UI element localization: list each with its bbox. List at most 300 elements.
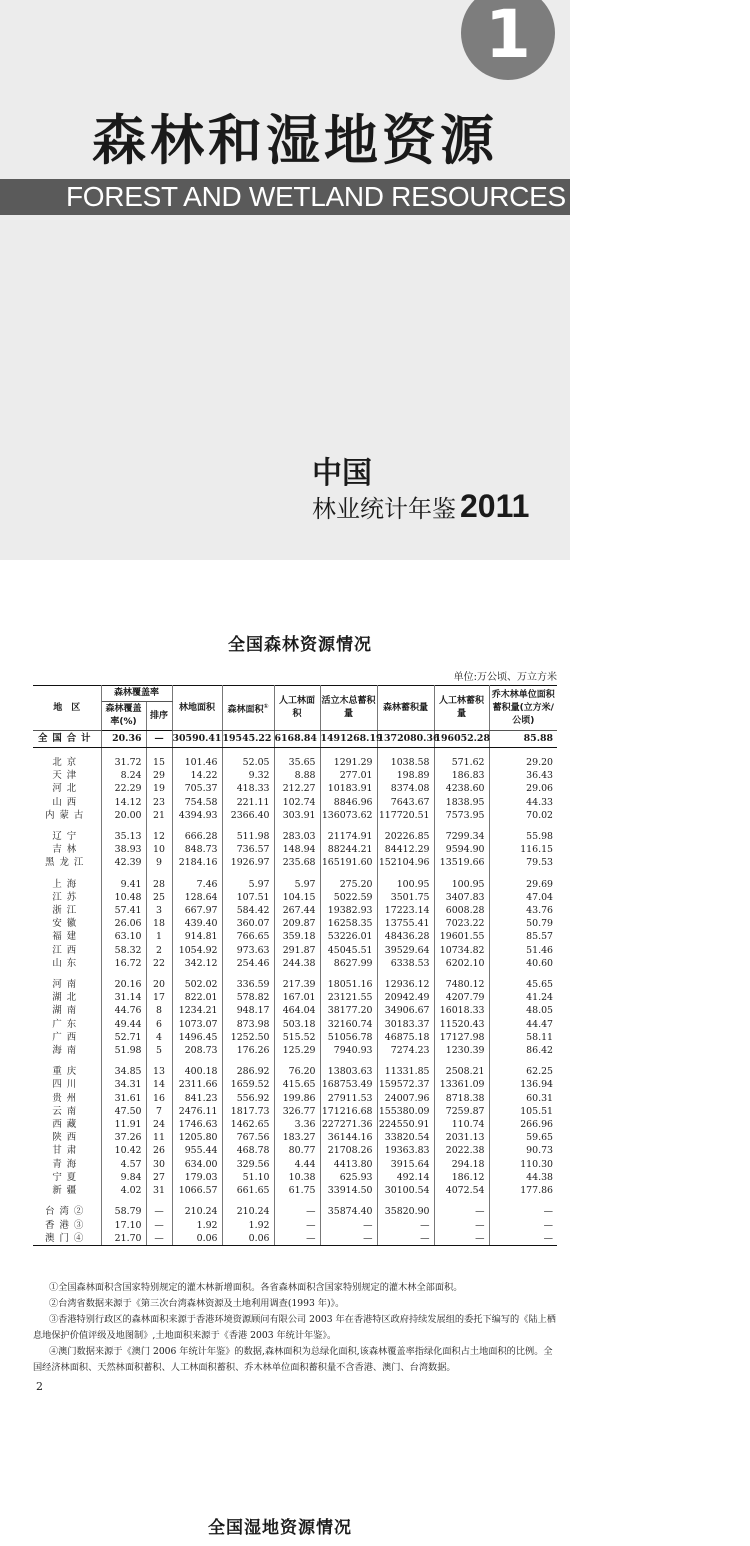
value-cell: 46875.18 bbox=[377, 1031, 434, 1044]
value-cell: 705.37 bbox=[172, 782, 222, 795]
value-cell: 36144.16 bbox=[320, 1131, 377, 1144]
value-cell: 19545.22 bbox=[222, 731, 274, 748]
value-cell: 45.65 bbox=[526, 979, 554, 991]
table-row bbox=[33, 917, 557, 930]
value-cell: 40.60 bbox=[526, 957, 554, 969]
value-cell: 4238.60 bbox=[434, 782, 489, 795]
value-cell: 8374.08 bbox=[377, 782, 434, 795]
value-cell: 5 bbox=[146, 1044, 172, 1057]
value-cell: 3501.75 bbox=[377, 891, 434, 904]
value-cell: 2508.21 bbox=[434, 1065, 489, 1078]
region-cell: 澳门④ bbox=[33, 1232, 101, 1246]
yearbook-name bbox=[312, 488, 529, 525]
region-cell: 宁夏 bbox=[33, 1171, 101, 1184]
value-cell: 1038.58 bbox=[377, 756, 434, 769]
value-cell: 34906.67 bbox=[377, 1004, 434, 1017]
region-cell: 香港③ bbox=[33, 1219, 101, 1232]
value-cell: 7573.95 bbox=[434, 809, 489, 822]
value-cell: 973.63 bbox=[222, 944, 274, 957]
value-cell: 31 bbox=[146, 1184, 172, 1197]
value-cell: 101.46 bbox=[172, 756, 222, 769]
value-cell: 822.01 bbox=[172, 991, 222, 1004]
value-cell: 571.62 bbox=[434, 756, 489, 769]
value-cell: 9 bbox=[146, 856, 172, 869]
value-cell: 136073.62 bbox=[320, 809, 377, 822]
value-cell: 1291.29 bbox=[320, 756, 377, 769]
value-cell: 1462.65 bbox=[222, 1118, 274, 1131]
value-cell: 44.33 bbox=[526, 796, 554, 808]
value-cell: 212.27 bbox=[274, 782, 320, 795]
value-cell: 57.41 bbox=[101, 904, 146, 917]
region-cell: 云南 bbox=[33, 1105, 101, 1118]
value-cell: 227271.36 bbox=[320, 1118, 377, 1131]
value-cell: — bbox=[489, 1232, 557, 1246]
value-cell: 19382.93 bbox=[320, 904, 377, 917]
value-cell: 24007.96 bbox=[377, 1092, 434, 1105]
value-cell: 116.15 bbox=[520, 844, 554, 856]
table-row bbox=[33, 1158, 557, 1171]
value-cell: 13519.66 bbox=[434, 856, 489, 869]
value-cell: 914.81 bbox=[172, 930, 222, 943]
value-cell: 16018.33 bbox=[434, 1004, 489, 1017]
value-cell: 848.73 bbox=[172, 843, 222, 856]
value-cell: 26 bbox=[146, 1144, 172, 1157]
value-cell: 209.87 bbox=[274, 917, 320, 930]
value-cell: 634.00 bbox=[172, 1158, 222, 1171]
region-cell: 吉林 bbox=[33, 843, 101, 856]
value-cell: 6008.28 bbox=[434, 904, 489, 917]
table-row bbox=[33, 1171, 557, 1184]
table-row bbox=[33, 957, 557, 970]
value-cell: 20.16 bbox=[101, 978, 146, 991]
region-cell: 天津 bbox=[33, 769, 101, 782]
value-cell: 11520.43 bbox=[434, 1018, 489, 1031]
region-cell: 江西 bbox=[33, 944, 101, 957]
value-cell: 27911.53 bbox=[320, 1092, 377, 1105]
value-cell: 33914.50 bbox=[320, 1184, 377, 1197]
value-cell: 3407.83 bbox=[434, 891, 489, 904]
region-cell: 湖南 bbox=[33, 1004, 101, 1017]
value-cell: 47.04 bbox=[526, 891, 554, 903]
value-cell: 1073.07 bbox=[172, 1018, 222, 1031]
value-cell: 8627.99 bbox=[320, 957, 377, 970]
value-cell: 61.75 bbox=[274, 1184, 320, 1197]
value-cell: 84412.29 bbox=[377, 843, 434, 856]
value-cell: 16 bbox=[146, 1092, 172, 1105]
value-cell: 8.24 bbox=[101, 769, 146, 782]
value-cell: 31.72 bbox=[101, 756, 146, 769]
value-cell: 2031.13 bbox=[434, 1131, 489, 1144]
value-cell: 17127.98 bbox=[434, 1031, 489, 1044]
value-cell: 179.03 bbox=[172, 1171, 222, 1184]
footnote: ③香港特别行政区的森林面积来源于香港环境资源顾问有限公司 2003 年在香港特区政府持续发展组的委托下编写的《陆上栖息地保护价值评级及地图制》,土地面积来源于《香港 2003 年统计年鉴》。 bbox=[33, 1314, 556, 1341]
value-cell: 9.41 bbox=[101, 878, 146, 891]
table-row bbox=[33, 878, 557, 891]
value-cell: 4207.79 bbox=[434, 991, 489, 1004]
yearbook-country: 中国 bbox=[312, 456, 372, 491]
value-cell: 21 bbox=[146, 809, 172, 822]
value-cell: 3 bbox=[146, 904, 172, 917]
value-cell: 955.44 bbox=[172, 1144, 222, 1157]
value-cell: 18051.16 bbox=[320, 978, 377, 991]
value-cell: 1659.52 bbox=[222, 1078, 274, 1091]
value-cell: 360.07 bbox=[222, 917, 274, 930]
value-cell: 100.95 bbox=[377, 878, 434, 891]
value-cell: 439.40 bbox=[172, 917, 222, 930]
next-table-title: 全国湿地资源情况 bbox=[208, 1518, 352, 1538]
value-cell: 79.53 bbox=[526, 857, 554, 869]
value-cell: 464.04 bbox=[274, 1004, 320, 1017]
value-cell: 39529.64 bbox=[377, 944, 434, 957]
table-row bbox=[33, 1144, 557, 1157]
value-cell: 30 bbox=[146, 1158, 172, 1171]
value-cell: 667.97 bbox=[172, 904, 222, 917]
value-cell: 1205.80 bbox=[172, 1131, 222, 1144]
header-plantation: 人工林面积 bbox=[274, 686, 320, 731]
value-cell: 10.42 bbox=[101, 1144, 146, 1157]
region-cell: 山西 bbox=[33, 796, 101, 809]
value-cell: 107.51 bbox=[222, 891, 274, 904]
value-cell: 32160.74 bbox=[320, 1018, 377, 1031]
value-cell: 165191.60 bbox=[320, 856, 377, 869]
region-cell: 内蒙古 bbox=[33, 809, 101, 822]
value-cell: 59.65 bbox=[526, 1132, 554, 1144]
value-cell: 110.74 bbox=[434, 1118, 489, 1131]
value-cell: 224550.91 bbox=[377, 1118, 434, 1131]
value-cell: 11 bbox=[146, 1131, 172, 1144]
value-cell: 51056.78 bbox=[320, 1031, 377, 1044]
value-cell: 359.18 bbox=[274, 930, 320, 943]
table-row bbox=[33, 1078, 557, 1091]
value-cell: 515.52 bbox=[274, 1031, 320, 1044]
value-cell: 50.79 bbox=[526, 918, 554, 930]
region-cell: 全国合计 bbox=[33, 731, 101, 748]
value-cell: 31.61 bbox=[101, 1092, 146, 1105]
table-row bbox=[33, 1065, 557, 1078]
table-row-total bbox=[33, 731, 557, 748]
value-cell: 19 bbox=[146, 782, 172, 795]
value-cell: — bbox=[274, 1232, 320, 1246]
value-cell: 12 bbox=[146, 830, 172, 843]
value-cell: 30183.37 bbox=[377, 1018, 434, 1031]
value-cell: 102.74 bbox=[274, 796, 320, 809]
value-cell: 754.58 bbox=[172, 796, 222, 809]
value-cell: 503.18 bbox=[274, 1018, 320, 1031]
value-cell: 7299.34 bbox=[434, 830, 489, 843]
table-row bbox=[33, 796, 557, 809]
value-cell: 29 bbox=[146, 769, 172, 782]
value-cell: — bbox=[377, 1219, 434, 1232]
region-cell: 江苏 bbox=[33, 891, 101, 904]
header-region: 地 区 bbox=[33, 686, 101, 731]
value-cell: 26.06 bbox=[101, 917, 146, 930]
region-cell: 海南 bbox=[33, 1044, 101, 1057]
value-cell: 286.92 bbox=[222, 1065, 274, 1078]
value-cell: 136.94 bbox=[520, 1079, 554, 1091]
table-row bbox=[33, 1105, 557, 1118]
value-cell: 254.46 bbox=[222, 957, 274, 970]
value-cell: 7274.23 bbox=[377, 1044, 434, 1057]
value-cell: 58.79 bbox=[101, 1205, 146, 1218]
value-cell: 49.44 bbox=[101, 1018, 146, 1031]
value-cell: 584.42 bbox=[222, 904, 274, 917]
table-row bbox=[33, 1232, 557, 1246]
value-cell: — bbox=[434, 1219, 489, 1232]
value-cell: 336.59 bbox=[222, 978, 274, 991]
value-cell: 128.64 bbox=[172, 891, 222, 904]
value-cell: 1838.95 bbox=[434, 796, 489, 809]
value-cell: 13361.09 bbox=[434, 1078, 489, 1091]
group-spacer bbox=[33, 822, 557, 830]
value-cell: 30590.41 bbox=[172, 731, 222, 748]
value-cell: 3915.64 bbox=[377, 1158, 434, 1171]
value-cell: 1252.50 bbox=[222, 1031, 274, 1044]
value-cell: 511.98 bbox=[222, 830, 274, 843]
value-cell: 303.91 bbox=[274, 809, 320, 822]
footnotes bbox=[33, 1280, 557, 1376]
chapter-number-badge: 1 bbox=[461, 0, 555, 80]
value-cell: 2184.16 bbox=[172, 856, 222, 869]
value-cell: 45045.51 bbox=[320, 944, 377, 957]
value-cell: 23121.55 bbox=[320, 991, 377, 1004]
region-cell: 河南 bbox=[33, 978, 101, 991]
value-cell: — bbox=[146, 731, 172, 748]
region-cell: 山东 bbox=[33, 957, 101, 970]
table-row bbox=[33, 1205, 557, 1218]
value-cell: — bbox=[274, 1219, 320, 1232]
table-body bbox=[33, 731, 557, 1246]
region-cell: 浙江 bbox=[33, 904, 101, 917]
value-cell: 70.02 bbox=[526, 809, 554, 821]
group-spacer bbox=[33, 1057, 557, 1065]
value-cell: 30100.54 bbox=[377, 1184, 434, 1197]
value-cell: 16.72 bbox=[101, 957, 146, 970]
value-cell: 502.02 bbox=[172, 978, 222, 991]
value-cell: 22 bbox=[146, 957, 172, 970]
footnote: ①全国森林面积含国家特别规定的灌木林新增面积。各省森林面积含国家特别规定的灌木林全部面积。 bbox=[49, 1282, 463, 1293]
value-cell: 235.68 bbox=[274, 856, 320, 869]
value-cell: 7259.87 bbox=[434, 1105, 489, 1118]
value-cell: 10734.82 bbox=[434, 944, 489, 957]
value-cell: 28 bbox=[146, 878, 172, 891]
value-cell: 267.44 bbox=[274, 904, 320, 917]
value-cell: 8846.96 bbox=[320, 796, 377, 809]
value-cell: 90.73 bbox=[526, 1145, 554, 1157]
table-row bbox=[33, 769, 557, 782]
value-cell: 7480.12 bbox=[434, 978, 489, 991]
table-row bbox=[33, 856, 557, 869]
value-cell: 23 bbox=[146, 796, 172, 809]
value-cell: 199.86 bbox=[274, 1092, 320, 1105]
value-cell: 4.02 bbox=[101, 1184, 146, 1197]
value-cell: 283.03 bbox=[274, 830, 320, 843]
header-forest-land: 林地面积 bbox=[172, 686, 222, 731]
table-row bbox=[33, 830, 557, 843]
value-cell: 342.12 bbox=[172, 957, 222, 970]
value-cell: 35874.40 bbox=[320, 1205, 377, 1218]
value-cell: 35820.90 bbox=[377, 1205, 434, 1218]
value-cell: 4.44 bbox=[274, 1158, 320, 1171]
value-cell: 186.12 bbox=[434, 1171, 489, 1184]
value-cell: 4072.54 bbox=[434, 1184, 489, 1197]
value-cell: 7 bbox=[146, 1105, 172, 1118]
value-cell: 35.65 bbox=[274, 756, 320, 769]
table-row bbox=[33, 891, 557, 904]
table-row bbox=[33, 756, 557, 769]
value-cell: 20942.49 bbox=[377, 991, 434, 1004]
table-row bbox=[33, 782, 557, 795]
value-cell: 9.32 bbox=[222, 769, 274, 782]
header-rank: 排序 bbox=[146, 702, 172, 731]
value-cell: 1746.63 bbox=[172, 1118, 222, 1131]
value-cell: 4.57 bbox=[101, 1158, 146, 1171]
value-cell: — bbox=[146, 1205, 172, 1218]
value-cell: 277.01 bbox=[320, 769, 377, 782]
value-cell: 18 bbox=[146, 917, 172, 930]
value-cell: 5022.59 bbox=[320, 891, 377, 904]
value-cell: 148.94 bbox=[274, 843, 320, 856]
value-cell: 221.11 bbox=[222, 796, 274, 809]
value-cell: 1230.39 bbox=[434, 1044, 489, 1057]
footnote: ④澳门数据来源于《澳门 2006 年统计年鉴》的数据,森林面积为总绿化面积,该森林覆盖率指绿化面积占土地面积的比例。全国经济林面积、天然林面积蓄积、人工林面积蓄积、乔木林单位面积蓄积量不含香港、澳门、台湾数据。 bbox=[33, 1346, 553, 1373]
value-cell: 100.95 bbox=[434, 878, 489, 891]
value-cell: 88244.21 bbox=[320, 843, 377, 856]
value-cell: 4 bbox=[146, 1031, 172, 1044]
value-cell: 19363.83 bbox=[377, 1144, 434, 1157]
forest-resources-table bbox=[33, 685, 557, 1246]
value-cell: 44.38 bbox=[526, 1171, 554, 1183]
region-cell: 广西 bbox=[33, 1031, 101, 1044]
value-cell: 210.24 bbox=[222, 1205, 274, 1218]
value-cell: 4394.93 bbox=[172, 809, 222, 822]
value-cell: 60.31 bbox=[526, 1092, 554, 1104]
value-cell: — bbox=[543, 1219, 554, 1231]
value-cell: 666.28 bbox=[172, 830, 222, 843]
value-cell: 17223.14 bbox=[377, 904, 434, 917]
table-title: 全国森林资源情况 bbox=[228, 635, 372, 655]
region-cell: 西藏 bbox=[33, 1118, 101, 1131]
value-cell: 21174.91 bbox=[320, 830, 377, 843]
value-cell: 110.30 bbox=[520, 1158, 554, 1170]
value-cell: — bbox=[434, 1205, 489, 1218]
value-cell: 35.13 bbox=[101, 830, 146, 843]
region-cell: 四川 bbox=[33, 1078, 101, 1091]
chapter-cover bbox=[0, 0, 570, 560]
value-cell: 2 bbox=[146, 944, 172, 957]
value-cell: 3.36 bbox=[274, 1118, 320, 1131]
value-cell: 20226.85 bbox=[377, 830, 434, 843]
value-cell: 5.97 bbox=[274, 878, 320, 891]
value-cell: 8 bbox=[146, 1004, 172, 1017]
value-cell: 33820.54 bbox=[377, 1131, 434, 1144]
value-cell: 1 bbox=[146, 930, 172, 943]
value-cell: 105.51 bbox=[520, 1105, 554, 1117]
value-cell: 11.91 bbox=[101, 1118, 146, 1131]
value-cell: — bbox=[434, 1232, 489, 1246]
region-cell: 福建 bbox=[33, 930, 101, 943]
value-cell: 329.56 bbox=[222, 1158, 274, 1171]
table-row bbox=[33, 1031, 557, 1044]
value-cell: 167.01 bbox=[274, 991, 320, 1004]
value-cell: 841.23 bbox=[172, 1092, 222, 1105]
value-cell: 766.65 bbox=[222, 930, 274, 943]
value-cell: 208.73 bbox=[172, 1044, 222, 1057]
value-cell: 31.14 bbox=[101, 991, 146, 1004]
value-cell: 19601.55 bbox=[434, 930, 489, 943]
region-cell: 甘肃 bbox=[33, 1144, 101, 1157]
value-cell: 176.26 bbox=[222, 1044, 274, 1057]
value-cell: — bbox=[377, 1232, 434, 1246]
yearbook-year: 2011 bbox=[460, 488, 530, 524]
value-cell: 20 bbox=[146, 978, 172, 991]
value-cell: 291.87 bbox=[274, 944, 320, 957]
value-cell: 21708.26 bbox=[320, 1144, 377, 1157]
value-cell: 51.46 bbox=[526, 944, 554, 956]
region-cell: 重庆 bbox=[33, 1065, 101, 1078]
value-cell: 2366.40 bbox=[222, 809, 274, 822]
table-unit: 单位:万公顷、万立方米 bbox=[453, 672, 557, 683]
region-cell: 安徽 bbox=[33, 917, 101, 930]
value-cell: 9.84 bbox=[101, 1171, 146, 1184]
value-cell: 7940.93 bbox=[320, 1044, 377, 1057]
value-cell: 13803.63 bbox=[320, 1065, 377, 1078]
value-cell: 34.85 bbox=[101, 1065, 146, 1078]
value-cell: — bbox=[543, 1206, 554, 1218]
value-cell: 326.77 bbox=[274, 1105, 320, 1118]
table-row bbox=[33, 991, 557, 1004]
value-cell: 21.70 bbox=[101, 1232, 146, 1246]
value-cell: 415.65 bbox=[274, 1078, 320, 1091]
header-forest-area bbox=[222, 686, 274, 731]
value-cell: 38.93 bbox=[101, 843, 146, 856]
value-cell: 11331.85 bbox=[377, 1065, 434, 1078]
value-cell: 55.98 bbox=[526, 831, 554, 843]
value-cell: 578.82 bbox=[222, 991, 274, 1004]
table-row bbox=[33, 1118, 557, 1131]
value-cell: 7643.67 bbox=[377, 796, 434, 809]
header-unit-stock: 乔木林单位面积蓄积量(立方米/公顷) bbox=[489, 686, 557, 731]
group-spacer bbox=[33, 870, 557, 878]
value-cell: 44.47 bbox=[526, 1018, 554, 1030]
value-cell: 155380.09 bbox=[377, 1105, 434, 1118]
value-cell: 400.18 bbox=[172, 1065, 222, 1078]
value-cell: 48.05 bbox=[526, 1005, 554, 1017]
value-cell: 125.29 bbox=[274, 1044, 320, 1057]
value-cell: 873.98 bbox=[222, 1018, 274, 1031]
value-cell: 47.50 bbox=[101, 1105, 146, 1118]
value-cell: 7.46 bbox=[172, 878, 222, 891]
value-cell: 80.77 bbox=[274, 1144, 320, 1157]
value-cell: 38177.20 bbox=[320, 1004, 377, 1017]
value-cell: 52.71 bbox=[101, 1031, 146, 1044]
value-cell: 29.69 bbox=[526, 878, 554, 890]
value-cell: 29.20 bbox=[526, 757, 554, 768]
value-cell: 20.00 bbox=[101, 809, 146, 822]
value-cell: 36.43 bbox=[526, 770, 554, 782]
value-cell: 29.06 bbox=[526, 783, 554, 795]
value-cell: 5.97 bbox=[222, 878, 274, 891]
yearbook-name-text: 林业统计年鉴 bbox=[312, 495, 456, 523]
table-row bbox=[33, 1044, 557, 1057]
table-row bbox=[33, 904, 557, 917]
value-cell: 1491268.19 bbox=[320, 731, 377, 748]
value-cell: — bbox=[146, 1219, 172, 1232]
value-cell: 0.06 bbox=[222, 1232, 274, 1246]
value-cell: 1496.45 bbox=[172, 1031, 222, 1044]
page-number: 2 bbox=[36, 1380, 43, 1393]
value-cell: 76.20 bbox=[274, 1065, 320, 1078]
value-cell: 14.12 bbox=[101, 796, 146, 809]
